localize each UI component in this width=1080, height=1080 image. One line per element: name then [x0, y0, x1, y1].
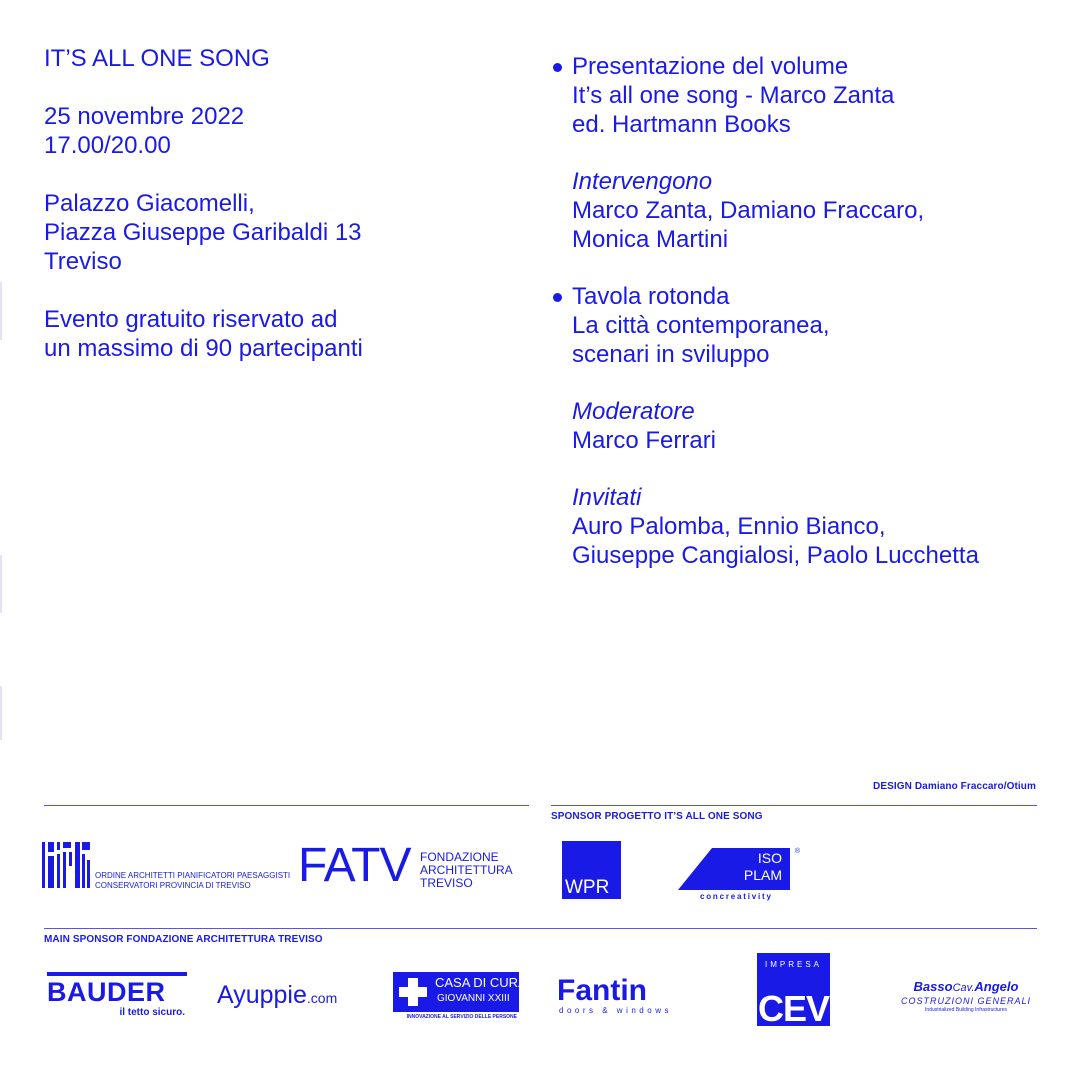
ayuppie-text: Ayuppie: [217, 981, 307, 1009]
casa-name: CASA DI CURA: [435, 975, 527, 990]
wpr-text: WPR: [565, 877, 610, 898]
guests-list: Auro Palomba, Ennio Bianco,: [572, 513, 886, 540]
isoplam-logo: [678, 848, 802, 902]
cev-text: CEV: [757, 988, 830, 1026]
fantin-tagline: doors & windows: [559, 1006, 672, 1015]
ordine-name: CONSERVATORI PROVINCIA DI TREVISO: [95, 881, 251, 890]
fantin-logo: [557, 975, 697, 1017]
basso-angelo-word: Angelo: [974, 979, 1019, 994]
fantin-text: Fantin: [557, 974, 647, 1007]
fatv-logo: [298, 839, 528, 892]
isoplam-tagline: concreativity: [700, 892, 773, 901]
edge-mark: [0, 686, 2, 740]
bullet-icon: [553, 63, 562, 72]
fatv-name: TREVISO: [420, 876, 473, 890]
basso-subtitle: COSTRUZIONI GENERALI: [900, 996, 1031, 1006]
isoplam-text: ISO: [757, 850, 782, 866]
venue-city: Treviso: [44, 248, 122, 275]
event-date: 25 novembre 2022: [44, 103, 245, 130]
isoplam-text: PLAM: [743, 867, 782, 883]
fatv-mark: FATV: [298, 839, 411, 892]
program-item-title: Presentazione del volume: [572, 53, 849, 80]
fatv-name: FONDAZIONE: [420, 850, 499, 864]
program-item-line: La città contemporanea,: [572, 312, 830, 339]
cev-logo: [757, 953, 830, 1026]
basso-word: Basso: [913, 979, 953, 994]
casa-di-cura-logo: [393, 972, 527, 1022]
program-item-line: It’s all one song - Marco Zanta: [572, 82, 895, 109]
bauder-text: BAUDER: [47, 977, 166, 1007]
main-sponsor-label: MAIN SPONSOR FONDAZIONE ARCHITETTURA TREVISO: [44, 934, 323, 945]
speakers-list: Monica Martini: [572, 226, 729, 253]
ordine-architetti-mark-icon: [42, 840, 90, 890]
program-item-roundtable: [572, 282, 729, 311]
event-time: 17.00/20.00: [44, 132, 171, 159]
bauder-logo: [47, 972, 189, 1020]
event-note: un massimo di 90 partecipanti: [44, 335, 363, 362]
divider: [551, 805, 1037, 806]
ayuppie-tld: .com: [306, 990, 338, 1006]
bauder-tagline: il tetto sicuro.: [119, 1007, 185, 1018]
moderator-label: Moderatore: [572, 398, 695, 425]
program-item-line: scenari in sviluppo: [572, 341, 770, 368]
medical-cross-icon: [397, 976, 429, 1008]
event-note: Evento gratuito riservato ad: [44, 306, 338, 333]
registered-icon: ®: [794, 848, 800, 855]
event-title: IT’S ALL ONE SONG: [44, 45, 270, 72]
venue-address: Piazza Giuseppe Garibaldi 13: [44, 219, 362, 246]
bauder-bar: [47, 972, 187, 976]
ayuppie-logo: [217, 980, 367, 1010]
basso-name: [896, 979, 1036, 996]
edge-mark: [0, 555, 2, 613]
basso-tagline: Industrialized Building Infrastructures: [925, 1007, 1007, 1013]
bullet-icon: [553, 293, 562, 302]
basso-cav: Cav.: [952, 982, 975, 994]
guests-list: Giuseppe Cangialosi, Paolo Lucchetta: [572, 542, 979, 569]
ordine-architetti-logo: [42, 840, 291, 890]
design-credit: DESIGN Damiano Fraccaro/Otium: [873, 781, 1036, 792]
wpr-logo: [562, 841, 621, 899]
edge-mark: [0, 282, 2, 340]
basso-angelo-logo: [896, 979, 1036, 1013]
divider: [44, 928, 1037, 929]
cev-top: IMPRESA: [764, 960, 822, 969]
speakers-label: Intervengono: [572, 168, 713, 195]
moderator-name: Marco Ferrari: [572, 427, 717, 454]
casa-name: GIOVANNI XXIII: [437, 993, 510, 1004]
divider: [44, 805, 529, 806]
venue-line: Palazzo Giacomelli,: [44, 190, 255, 217]
program-item-presentation: [572, 52, 848, 81]
program-item-title: Tavola rotonda: [572, 283, 730, 310]
speakers-list: Marco Zanta, Damiano Fraccaro,: [572, 197, 925, 224]
fatv-name: ARCHITETTURA: [420, 863, 513, 877]
ordine-name: ORDINE ARCHITETTI PIANIFICATORI PAESAGGISTI: [95, 871, 291, 880]
guests-label: Invitati: [572, 484, 642, 511]
program-item-line: ed. Hartmann Books: [572, 111, 791, 138]
sponsor-project-label: SPONSOR PROGETTO IT’S ALL ONE SONG: [551, 811, 763, 822]
casa-tagline: INNOVAZIONE AL SERVIZIO DELLE PERSONE: [406, 1014, 517, 1020]
